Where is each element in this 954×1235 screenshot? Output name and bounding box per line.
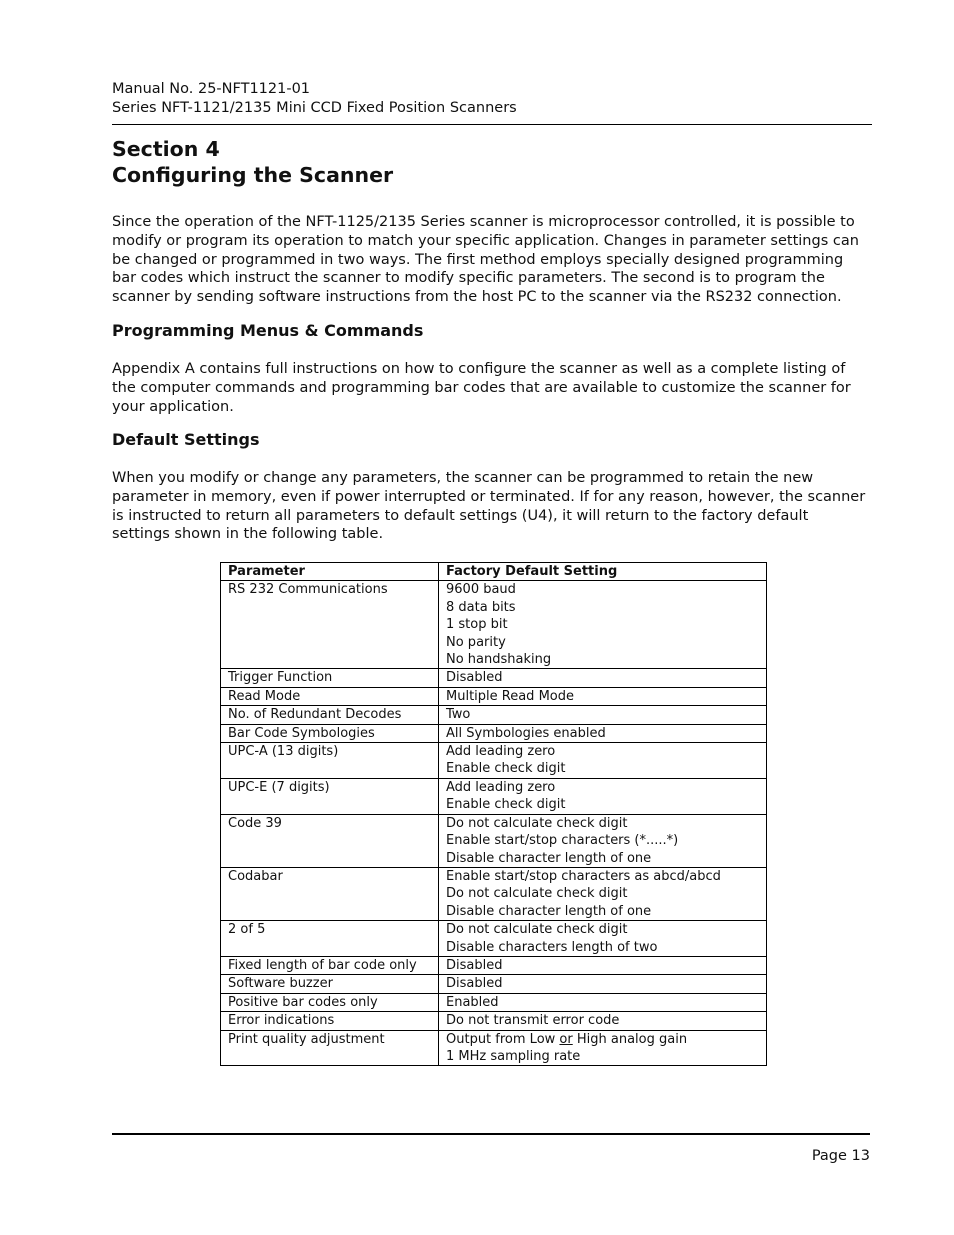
parameter-cell: UPC-E (7 digits) [221,778,439,814]
table-row [221,956,767,974]
default-setting-cell [439,956,767,974]
section-title [112,136,393,188]
default-setting-cell [439,743,767,779]
setting-line: Output from Low or High analog gain [446,1031,688,1047]
default-setting-cell [439,706,767,724]
parameter-cell: Fixed length of bar code only [221,956,439,974]
underlined-or: or [559,1031,573,1047]
table-row [221,975,767,993]
default-setting-cell [439,867,767,920]
default-setting-cell [439,724,767,742]
default-setting-cell [439,921,767,957]
section-number: Section 4 [112,137,220,161]
default-setting-cell [439,1030,767,1066]
setting-line: Disable characters length of two [446,939,658,955]
setting-line: Add leading zero [446,744,556,760]
setting-line: Enable check digit [446,797,566,813]
table-row [221,921,767,957]
default-setting-cell [439,975,767,993]
parameter-cell: Code 39 [221,814,439,867]
table-row [221,743,767,779]
parameter-cell: Software buzzer [221,975,439,993]
section-name: Configuring the Scanner [112,163,394,187]
table-row [221,778,767,814]
setting-line: Disable character length of one [446,850,652,866]
setting-line: Disabled [446,670,503,686]
manual-number: Manual No. 25-NFT1121-01 [112,81,311,97]
parameter-cell: Positive bar codes only [221,993,439,1011]
setting-line: 1 MHz sampling rate [446,1048,581,1064]
column-header-default: Factory Default Setting [439,563,767,581]
default-setting-cell [439,687,767,705]
setting-line: 1 stop bit [446,617,508,633]
default-setting-cell [439,993,767,1011]
defaults-heading: Default Settings [112,430,260,449]
setting-line: Add leading zero [446,779,556,795]
setting-line: Multiple Read Mode [446,688,574,704]
setting-line: Enable check digit [446,761,566,777]
parameter-cell: Print quality adjustment [221,1030,439,1066]
parameter-cell: UPC-A (13 digits) [221,743,439,779]
setting-line: All Symbologies enabled [446,725,606,741]
table-header-row [221,563,767,581]
setting-line: Enable start/stop characters as abcd/abcd [446,868,721,884]
default-setting-cell [439,814,767,867]
parameter-cell: RS 232 Communications [221,581,439,669]
table-row [221,669,767,687]
intro-paragraph: Since the operation of the NFT-1125/2135 Series scanner is microprocessor controlled, it is possible to modify or program its operation to match your specific application. Changes in parameter settings can be changed or programmed in two ways. The first method employs specially designed programming bar codes which instruct the scanner to modify specific parameters. The second is to program the scanner by sending software instructions from the host PC to the scanner via the RS232 connection. [112,214,859,306]
table-row [221,867,767,920]
table-row [221,581,767,669]
default-setting-cell [439,778,767,814]
setting-line: Disable character length of one [446,903,652,919]
programming-heading: Programming Menus & Commands [112,321,424,340]
default-setting-cell [439,1012,767,1030]
table-row [221,724,767,742]
setting-line: Disabled [446,957,503,973]
table-row [221,1030,767,1066]
programming-paragraph: Appendix A contains full instructions on how to configure the scanner as well as a complete listing of the computer commands and programming bar codes that are available to customize the scanner for your application. [112,361,851,415]
default-setting-cell [439,581,767,669]
parameter-cell: Bar Code Symbologies [221,724,439,742]
setting-line: Do not calculate check digit [446,815,628,831]
setting-line: Do not transmit error code [446,1013,620,1029]
defaults-paragraph: When you modify or change any parameters, the scanner can be programmed to retain the new parameter in memory, even if power interrupted or terminated. If for any reason, however, the scanner is instructed to return all parameters to default settings (U4), it will return to the factory default settings shown in the following table. [112,470,866,543]
column-header-parameter: Parameter [221,563,439,581]
setting-line: Enable start/stop characters (*.....*) [446,833,679,849]
default-setting-cell [439,669,767,687]
setting-line: Two [446,707,471,723]
page-header [112,80,870,118]
setting-line: Do not calculate check digit [446,886,628,902]
parameter-cell: 2 of 5 [221,921,439,957]
parameter-cell: Codabar [221,867,439,920]
parameter-cell: Error indications [221,1012,439,1030]
setting-line: 8 data bits [446,599,516,615]
parameter-cell: No. of Redundant Decodes [221,706,439,724]
setting-line: Disabled [446,976,503,992]
series-title: Series NFT-1121/2135 Mini CCD Fixed Position Scanners [112,100,517,116]
table-row [221,1012,767,1030]
table-row [221,814,767,867]
table-body [221,581,767,1066]
setting-line: No parity [446,634,506,650]
footer-divider [112,1133,870,1135]
parameter-cell: Trigger Function [221,669,439,687]
setting-line: Do not calculate check digit [446,922,628,938]
parameter-cell: Read Mode [221,687,439,705]
table-row [221,706,767,724]
page-number: Page 13 [811,1148,870,1164]
factory-defaults-table [220,562,767,1066]
setting-line: 9600 baud [446,582,516,598]
table-row [221,993,767,1011]
setting-line: No handshaking [446,652,552,668]
setting-line: Enabled [446,994,499,1010]
table-row [221,687,767,705]
header-divider [112,124,872,125]
